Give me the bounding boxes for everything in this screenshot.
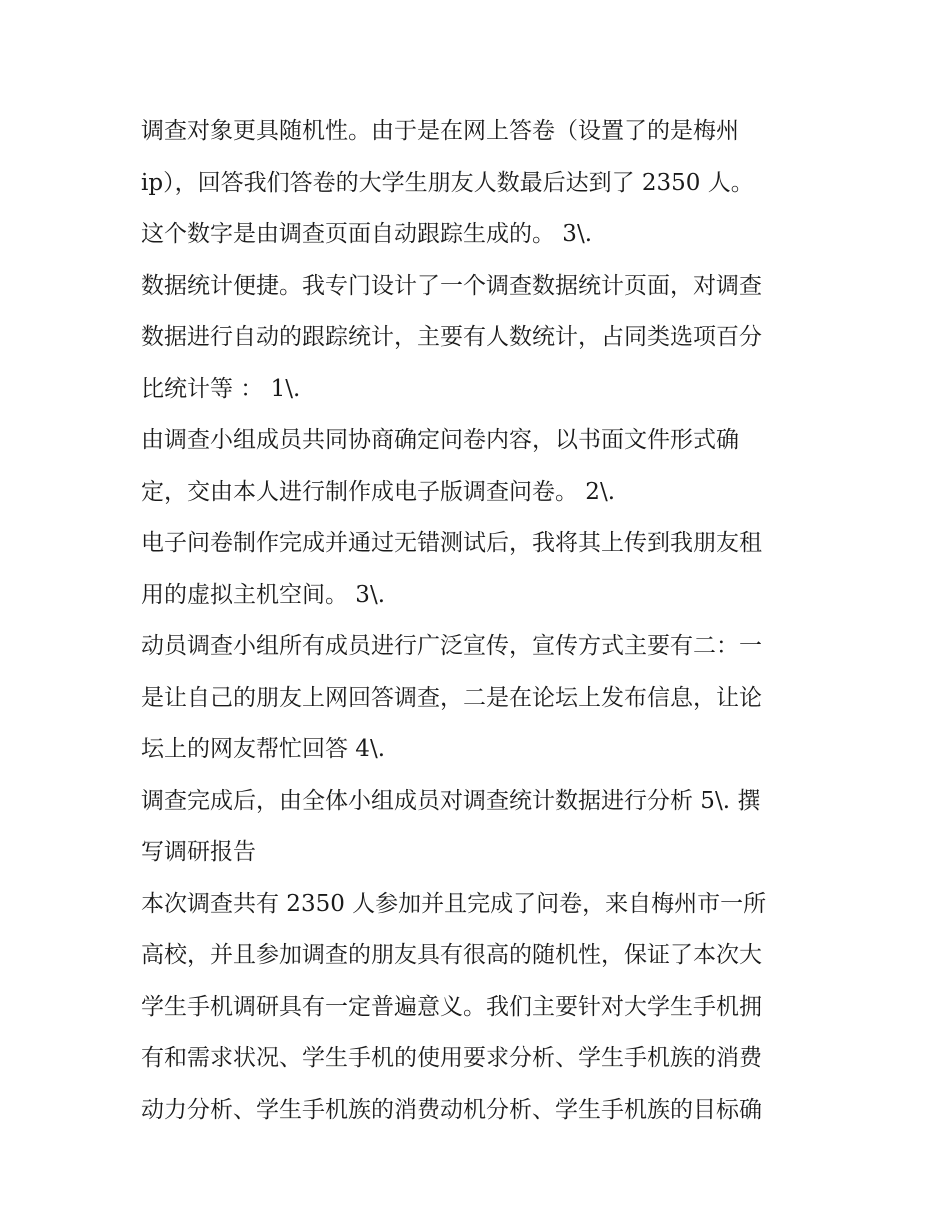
text-line: 是让自己的朋友上网回答调查，二是在论坛上发布信息，让论	[141, 684, 762, 711]
text-line: 调查完成后，由全体小组成员对调查统计数据进行分析 5\. 撰	[141, 787, 761, 814]
text-line: 电子问卷制作完成并通过无错测试后，我将其上传到我朋友租	[141, 530, 762, 556]
text-line: 本次调查共有 2350 人参加并且完成了问卷，来自梅州市一所	[141, 890, 767, 917]
text-line: 学生手机调研具有一定普遍意义。我们主要针对大学生手机拥	[141, 993, 762, 1020]
text-line: 调查对象更具随机性。由于是在网上答卷（设置了的是梅州	[141, 118, 739, 144]
text-line: 这个数字是由调查页面自动跟踪生成的。 3\.	[141, 221, 593, 247]
text-line: 由调查小组成员共同协商确定问卷内容，以书面文件形式确	[141, 427, 739, 453]
text-line: 动员调查小组所有成员进行广泛宣传，宣传方式主要有二：一	[141, 633, 762, 659]
text-line: 高校，并且参加调查的朋友具有很高的随机性，保证了本次大	[141, 942, 762, 968]
text-line: 用的虚拟主机空间。 3\.	[141, 581, 386, 608]
text-line: 数据统计便捷。我专门设计了一个调查数据统计页面，对调查	[141, 272, 762, 299]
text-line: ip），回答我们答卷的大学生朋友人数最后达到了 2350 人。	[141, 169, 754, 196]
text-line: 写调研报告	[141, 839, 256, 865]
text-line: 坛上的网友帮忙回答 4\.	[141, 736, 386, 762]
text-line: 比统计等 ： 1\.	[141, 375, 301, 402]
text-line: 数据进行自动的跟踪统计，主要有人数统计，占同类选项百分	[141, 324, 762, 350]
text-line: 动力分析、学生手机族的消费动机分析、学生手机族的目标确	[141, 1096, 762, 1123]
body-text	[141, 108, 821, 1138]
text-line: 定，交由本人进行制作成电子版调查问卷。 2\.	[141, 478, 616, 505]
text-line: 有和需求状况、学生手机的使用要求分析、学生手机族的消费	[141, 1045, 762, 1071]
